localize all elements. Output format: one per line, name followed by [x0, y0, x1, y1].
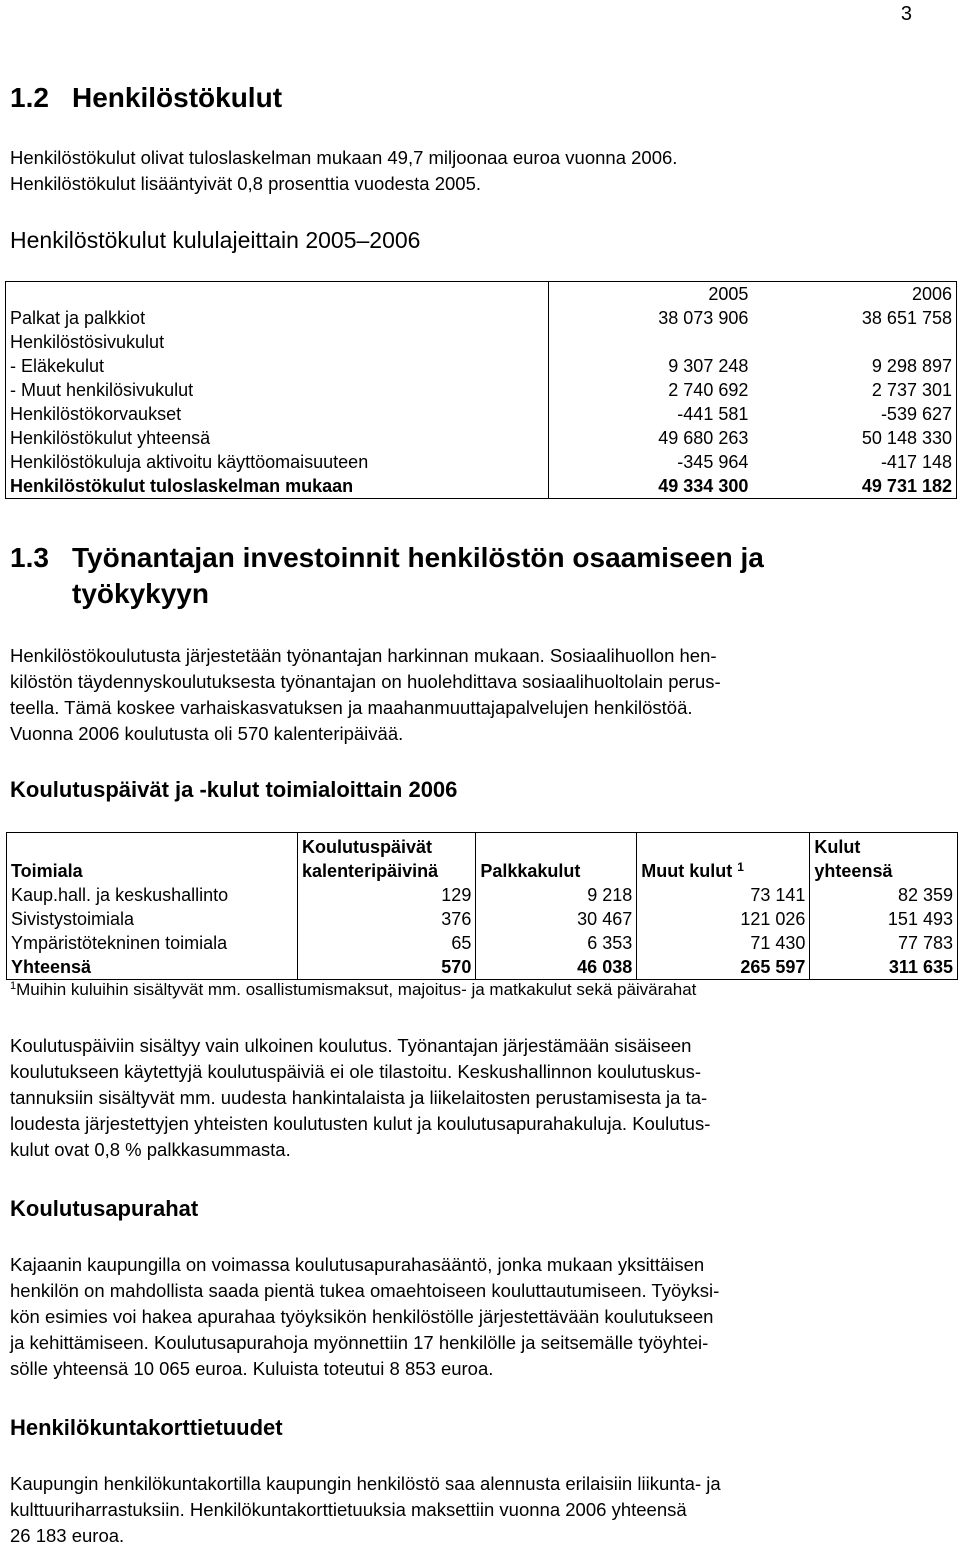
cell-2005: 49 680 263 [658, 428, 749, 448]
cell-2006: -539 627 [880, 404, 952, 424]
column-header-label [6, 282, 549, 307]
footnote-text: Muihin kuluihin sisältyvät mm. osallistumismaksut, majoitus- ja matkakulut sekä päivärahat [16, 980, 697, 999]
paragraph-koulutusapurahat [10, 1252, 910, 1382]
cell-2005 [548, 330, 752, 354]
column-header-kulut-yhteensa: Kulut yhteensä [814, 837, 893, 881]
cell-2005: -345 964 [677, 452, 749, 472]
cell-muut-kulut: 265 597 [637, 955, 810, 980]
cell-kulut-yhteensa: 82 359 [897, 885, 953, 905]
row-label: Yhteensä [7, 955, 298, 980]
paragraph-line: Koulutuspäiviin sisältyy vain ulkoinen koulutus. Työnantajan järjestämään sisäiseen [10, 1035, 692, 1056]
table-title-kululajeittain: Henkilöstökulut kululajeittain 2005–2006 [10, 227, 421, 253]
paragraph-line: kulttuuriharrastuksiin. Henkilökuntakorttietuuksia maksettiin vuonna 2006 yhteensä [10, 1499, 687, 1520]
table-row [7, 907, 958, 931]
cell-koulutuspaivat: 376 [298, 907, 476, 931]
row-label: Henkilöstösivukulut [6, 330, 549, 354]
cell-koulutuspaivat: 65 [298, 931, 476, 955]
heading-henkilokuntakorttietuudet: Henkilökuntakorttietuudet [10, 1415, 283, 1440]
paragraph-line: koulutukseen käytettyjä koulutuspäiviä ei ole tilastoitu. Keskushallinnon koulutuskus- [10, 1061, 702, 1082]
paragraph-line: Kajaanin kaupungilla on voimassa koulutusapurahasääntö, jonka mukaan yksittäisen [10, 1254, 705, 1275]
table-row [7, 955, 958, 980]
personnel-costs-table [5, 281, 957, 499]
table-row [6, 426, 957, 450]
footnote-marker: 1 [10, 980, 17, 992]
section-number: 1.2 [10, 82, 49, 113]
training-days-table [6, 832, 958, 980]
cell-2005: 2 740 692 [668, 380, 749, 400]
paragraph-koulutuspaivat [10, 1033, 910, 1163]
paragraph-line: Henkilöstökoulutusta järjestetään työnantajan harkinnan mukaan. Sosiaalihuollon hen- [10, 645, 717, 666]
table-row [6, 474, 957, 499]
table-row [7, 931, 958, 955]
row-label: Henkilöstökulut tuloslaskelman mukaan [6, 474, 549, 499]
row-label: - Eläkekulut [6, 354, 549, 378]
cell-kulut-yhteensa: 151 493 [887, 909, 953, 929]
paragraph-line: Vuonna 2006 koulutusta oli 570 kalenteripäivää. [10, 723, 404, 744]
cell-2006: 49 731 182 [861, 476, 952, 496]
table-header-row [6, 282, 957, 307]
paragraph-line: teella. Tämä koskee varhaiskasvatuksen ja maahanmuuttajapalvelujen henkilöstöä. [10, 697, 693, 718]
cell-2006: 38 651 758 [861, 308, 952, 328]
footnote-marker: 1 [737, 860, 744, 874]
cell-koulutuspaivat: 129 [298, 883, 476, 907]
cell-2006: 50 148 330 [861, 428, 952, 448]
row-label: Ympäristötekninen toimiala [7, 931, 298, 955]
paragraph-line: kilöstön täydennyskoulutuksesta työnantajan on huolehdittava sosiaalihuoltolain perus- [10, 671, 721, 692]
cell-2006: 2 737 301 [871, 380, 952, 400]
row-label: Henkilöstökorvaukset [6, 402, 549, 426]
cell-2005: 49 334 300 [658, 476, 749, 496]
section-number: 1.3 [10, 542, 49, 573]
cell-palkkakulut: 6 353 [476, 931, 637, 955]
cell-2006: 9 298 897 [871, 356, 952, 376]
row-label: Sivistystoimiala [7, 907, 298, 931]
paragraph-henkilokuntakortti [10, 1471, 910, 1549]
table-row [6, 306, 957, 330]
paragraph-line: kön esimies voi hakea apurahaa työyksikön henkilöstölle järjestettävään koulutukseen [10, 1306, 714, 1327]
paragraph-line: henkilön on mahdollista saada pientä tukea omaehtoiseen kouluttautumiseen. Työyksi- [10, 1280, 720, 1301]
cell-palkkakulut: 30 467 [476, 907, 637, 931]
paragraph-line: tannuksiin sisältyvät mm. uudesta hankintalaista ja liikelaitosten perustamisesta ja ta- [10, 1087, 708, 1108]
row-label: - Muut henkilösivukulut [6, 378, 549, 402]
paragraph-henkilostokulut [10, 145, 910, 197]
table-title-koulutuspaivat: Koulutuspäivät ja -kulut toimialoittain 2006 [10, 777, 458, 802]
table-row [6, 354, 957, 378]
table-footnote [10, 978, 696, 1002]
column-header-year: 2005 [708, 284, 749, 304]
section-title-line: työkykyyn [72, 578, 209, 609]
table-row [6, 378, 957, 402]
cell-kulut-yhteensa: 77 783 [897, 933, 953, 953]
cell-2005: 9 307 248 [668, 356, 749, 376]
paragraph-line: Henkilöstökulut lisääntyivät 0,8 prosenttia vuodesta 2005. [10, 173, 482, 194]
cell-kulut-yhteensa: 311 635 [888, 957, 953, 977]
row-label: Palkat ja palkkiot [6, 306, 549, 330]
cell-palkkakulut: 9 218 [476, 883, 637, 907]
paragraph-line: kulut ovat 0,8 % palkkasummasta. [10, 1139, 291, 1160]
cell-2006 [752, 330, 956, 354]
cell-2005: -441 581 [677, 404, 749, 424]
paragraph-line: ja kehittämiseen. Koulutusapurahoja myönnettiin 17 henkilölle ja seitsemälle työyhtei- [10, 1332, 709, 1353]
row-label: Kaup.hall. ja keskushallinto [7, 883, 298, 907]
cell-muut-kulut: 121 026 [637, 907, 810, 931]
paragraph-line: 26 183 euroa. [10, 1525, 125, 1546]
column-header-year: 2006 [911, 284, 952, 304]
section-heading-1-3 [10, 540, 764, 612]
cell-2005: 38 073 906 [658, 308, 749, 328]
paragraph-koulutus-intro [10, 643, 910, 747]
column-header-koulutuspaivat: Koulutuspäivät kalenteripäivinä [298, 833, 476, 884]
table-row [7, 883, 958, 907]
column-header-muut-kulut: Muut kulut $^1$ [637, 833, 810, 884]
cell-muut-kulut: 71 430 [637, 931, 810, 955]
column-header-palkkakulut: Palkkakulut [476, 833, 637, 884]
page-number: 3 [900, 3, 912, 25]
table-row [6, 402, 957, 426]
column-header-toimiala: Toimiala [7, 833, 298, 884]
paragraph-line: sölle yhteensä 10 065 euroa. Kuluista toteutui 8 853 euroa. [10, 1358, 494, 1379]
cell-2006: -417 148 [880, 452, 952, 472]
row-label: Henkilöstökuluja aktivoitu käyttöomaisuuteen [6, 450, 549, 474]
table-row [6, 450, 957, 474]
heading-koulutusapurahat: Koulutusapurahat [10, 1196, 199, 1221]
paragraph-line: loudesta järjestettyjen yhteisten koulutusten kulut ja koulutusapurahakuluja. Koulutus- [10, 1113, 711, 1134]
paragraph-line: Kaupungin henkilökuntakortilla kaupungin henkilöstö saa alennusta erilaisiin liikunta- ja [10, 1473, 721, 1494]
cell-palkkakulut: 46 038 [476, 955, 637, 980]
table-row [6, 330, 957, 354]
table-header-row [7, 833, 958, 884]
section-title-line: Työnantajan investoinnit henkilöstön osaamiseen ja [72, 542, 764, 573]
section-title: Henkilöstökulut [72, 82, 283, 113]
paragraph-line: Henkilöstökulut olivat tuloslaskelman mukaan 49,7 miljoonaa euroa vuonna 2006. [10, 147, 678, 168]
row-label: Henkilöstökulut yhteensä [6, 426, 549, 450]
cell-koulutuspaivat: 570 [298, 955, 476, 980]
section-heading-1-2 [10, 80, 282, 116]
cell-muut-kulut: 73 141 [637, 883, 810, 907]
